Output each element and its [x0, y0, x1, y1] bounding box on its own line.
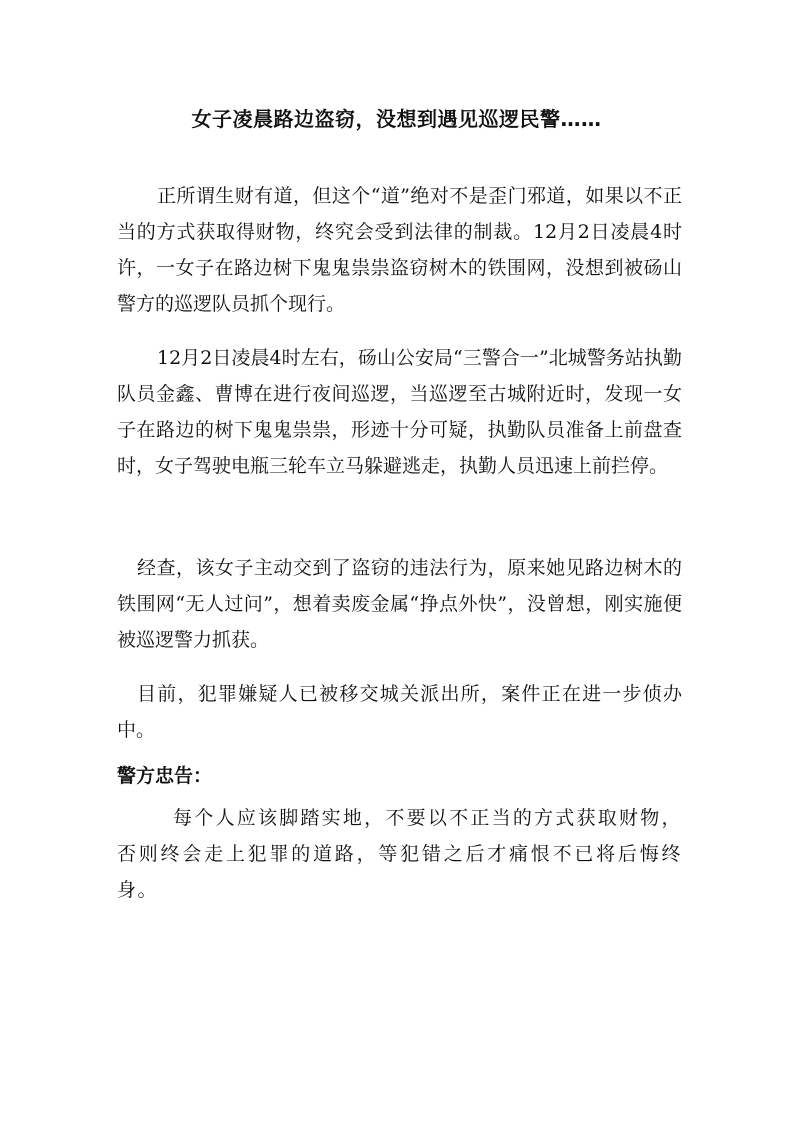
police-notice-text: 每个人应该脚踏实地，不要以不正当的方式获取财物，否则终会走上犯罪的道路，等犯错之后才痛恨不已将后悔终身。	[117, 807, 682, 901]
police-notice-heading: 警方忠告：	[117, 765, 213, 787]
article-paragraph-1: 正所谓生财有道，但这个“道”绝对不是歪门邪道，如果以不正当的方式获取得财物，终究会受到法律的制裁。12月2日凌晨4时许，一女子在路边树下鬼鬼祟祟盗窃树木的铁围网，没想到被砀山警方的巡逻队员抓个现行。	[117, 185, 682, 315]
article-paragraph-4: 目前，犯罪嫌疑人已被移交城关派出所，案件正在进一步侦办中。	[117, 683, 682, 741]
article-title: 女子凌晨路边盗窃，没想到遇见巡逻民警……	[191, 107, 602, 131]
article-paragraph-3: 经查，该女子主动交到了盗窃的违法行为，原来她见路边树木的铁围网“无人过问”，想着卖废金属“挣点外快”，没曾想，刚实施便被巡逻警力抓获。	[117, 557, 682, 651]
article-paragraph-2: 12月2日凌晨4时左右，砀山公安局“三警合一”北城警务站执勤队员金鑫、曹博在进行夜间巡逻，当巡逻至古城附近时，发现一女子在路边的树下鬼鬼祟祟，形迹十分可疑，执勤队员准备上前盘查时，女子驾驶电瓶三轮车立马躲避逃走，执勤人员迅速上前拦停。	[117, 347, 682, 477]
